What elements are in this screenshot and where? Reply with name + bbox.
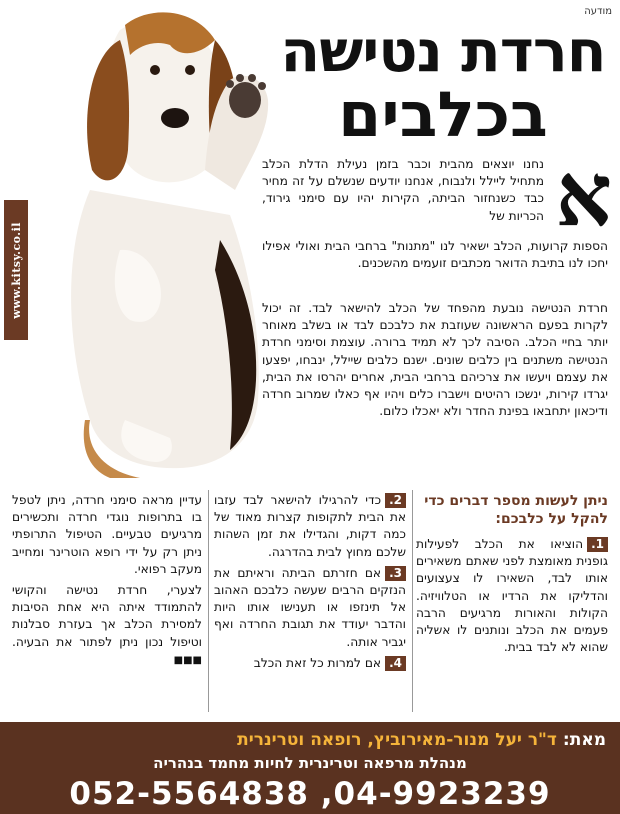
tips-heading: ניתן לעשות מספר דברים כדי להקל על כלבכם: (424, 493, 608, 527)
author-footer (0, 722, 620, 814)
article-paragraph-2: חרדת הנטישה נובעת מהפחד של הכלב להישאר לבד. זה יכול לקרות בפעם הראשונה שעוזבת את כלבכם לבד או בשלב מאוחר יותר בחיי הכלב. הסיבה לכך לא תמיד ברורה. עוצמת וסימני חרדת הנטישה משתנים בין כלבים שונים. ישנם כלבים שיילל, ינבחו, יפצעו את עצמם ויעשו את צרכיהם ברחבי הבית, אחרים יהרסו את הבית, יגרדו קירות, ינשכו רהיטים וישברו כלים ויהיו אף כאלו שמרוב חרדה ודיכאון יתחבאו בפינת החדר ולא יאכלו כלום. (262, 301, 608, 419)
tip-text-4: אם למרות כל זאת הכלב (253, 655, 382, 670)
end-mark: ■■■ (173, 654, 202, 666)
beagle-photo (30, 0, 275, 482)
tips-conclusion-text: לצערי, חרדת נטישה והקושי להתמודד איתה היא אחת הסיבות למסירת הכלב אך בעזרת סבלנות וטיפול נכון ניתן לפתור את הבעיה. (12, 583, 202, 649)
tip-text-2: כדי להרגילו להישאר לבד עזבו את הבית לתקופות קצרות מאוד של כמה דקות, והגדילו את זמן השהות שלכם מחוץ לבית בהדרגה. (214, 493, 406, 559)
tip-item-3 (214, 565, 406, 651)
tip-text-3: אם חזרתם הביתה וראיתם את הנזקים הרבים שעשה כלבכם האהוב אל תינזפו או תענישו אותו היות והדבר יעודד את תגובת החרדה ואף יגביר אותה. (214, 565, 406, 649)
website-url-strip (4, 200, 28, 340)
title-line-2: בכלבים (338, 78, 548, 151)
author-name: ד"ר יעל מנור-מאירוביץ, רופאה וטרינרית (237, 730, 557, 750)
tips-column-right (416, 492, 608, 656)
tip-number-4: 4. (385, 656, 406, 671)
tips-continuation: עדיין מראה סימני חרדה, ניתן לטפל בו בתרופות נוגדי חרדה ותכשירים מרגיעים טבעיים. הטיפול התרופתי ניתן רק על ידי רופא הוטרינר ומחייב מעקב רפואי. (12, 493, 202, 576)
tip-item-1 (416, 536, 608, 656)
tip-number-3: 3. (385, 566, 406, 581)
website-url: www.kitsy.co.il (9, 221, 23, 319)
author-line (237, 730, 606, 750)
tip-number-1: 1. (587, 537, 608, 552)
tip-text-1: הוציאו את הכלב לפעילות גופנית מאומצת לפני שאתם משאירים אותו לבד, השאירו לו צעצועים והדליקו את הרדיו או הטלוויזיה. הקולות והאורות מרגיעים הרבה פעמים את הכלב ונותנים לו אשליה שהוא לא לבד בבית. (416, 537, 608, 655)
tips-column-left (12, 492, 202, 669)
title-line-1: חרדת נטישה (280, 17, 606, 85)
page-title (278, 17, 608, 151)
tips-conclusion (12, 582, 202, 669)
from-label: מאת: (562, 730, 606, 750)
phone-numbers: 052-5564838 ,04-9923239 (69, 776, 551, 812)
author-title: מנהלת מרפאה וטרינרית לחיות מחמד בנהריה (153, 754, 467, 772)
tip-item-2 (214, 492, 406, 561)
tip-item-4 (214, 655, 406, 672)
article-paragraph-1b: הספות קרועות, הכלב ישאיר לנו "מתנות" ברחבי הבית ואולי אפילו יחכו לנו בתיבת הדואר מכתבים זועמים מהשכנים. (262, 239, 608, 271)
tips-column-middle (214, 492, 406, 672)
article-paragraph-1a: נחנו יוצאים מהבית וכבר בזמן נעילת הדלת הכלב מתחיל ליילל ולנבוח, אנחנו יודעים שנשלם על זה מחיר כבד כשנחזור הביתה, הקירות יהיו עם סימני גירוד, הכריות של (262, 157, 544, 223)
ad-label: מודעה (584, 6, 612, 17)
column-divider-2 (208, 490, 209, 712)
tip-number-2: 2. (385, 493, 406, 508)
drop-cap: א (555, 142, 612, 246)
column-divider-1 (412, 490, 413, 712)
